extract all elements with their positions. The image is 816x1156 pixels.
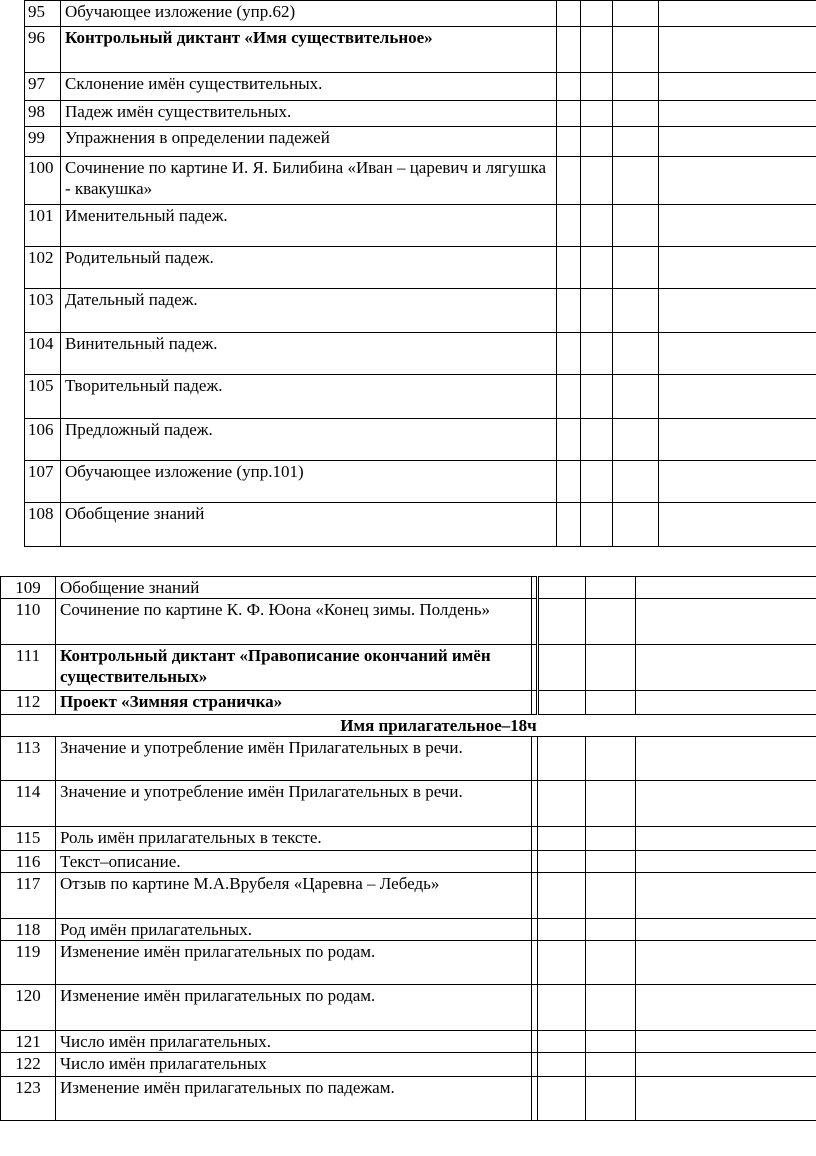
empty-cell bbox=[586, 1077, 636, 1121]
empty-cell bbox=[586, 1031, 636, 1053]
lesson-number: 99 bbox=[25, 127, 61, 157]
empty-cell bbox=[636, 691, 816, 715]
empty-cell bbox=[586, 919, 636, 941]
lesson-number: 118 bbox=[1, 919, 56, 941]
empty-cell bbox=[557, 375, 581, 419]
lesson-topic: Дательный падеж. bbox=[61, 289, 557, 333]
empty-cell bbox=[538, 919, 586, 941]
empty-cell bbox=[659, 205, 816, 247]
table-row bbox=[1, 599, 816, 645]
empty-cell bbox=[557, 73, 581, 101]
table-row bbox=[1, 737, 816, 781]
empty-cell bbox=[557, 247, 581, 289]
lesson-number: 122 bbox=[1, 1053, 56, 1077]
lesson-topic: Изменение имён прилагательных по родам. bbox=[56, 941, 532, 985]
empty-cell bbox=[538, 827, 586, 851]
empty-cell bbox=[659, 27, 816, 73]
empty-cell bbox=[659, 101, 816, 127]
table-row bbox=[1, 1077, 816, 1121]
table-row bbox=[25, 333, 816, 375]
empty-cell bbox=[613, 1, 659, 27]
lesson-number: 97 bbox=[25, 73, 61, 101]
empty-cell bbox=[636, 577, 816, 599]
empty-cell bbox=[557, 27, 581, 73]
empty-cell bbox=[586, 599, 636, 645]
lesson-number: 107 bbox=[25, 461, 61, 503]
lesson-topic: Роль имён прилагательных в тексте. bbox=[56, 827, 532, 851]
empty-cell bbox=[613, 461, 659, 503]
lesson-topic: Упражнения в определении падежей bbox=[61, 127, 557, 157]
lesson-topic: Предложный падеж. bbox=[61, 419, 557, 461]
empty-cell bbox=[636, 645, 816, 691]
empty-cell bbox=[557, 1, 581, 27]
empty-cell bbox=[659, 247, 816, 289]
lesson-topic: Значение и употребление имён Прилагательных в речи. bbox=[56, 737, 532, 781]
empty-cell bbox=[581, 157, 613, 205]
empty-cell bbox=[659, 73, 816, 101]
empty-cell bbox=[613, 101, 659, 127]
section-row bbox=[1, 715, 816, 737]
lesson-topic: Число имён прилагательных. bbox=[56, 1031, 532, 1053]
empty-cell bbox=[659, 1, 816, 27]
empty-cell bbox=[581, 375, 613, 419]
table-row bbox=[1, 1053, 816, 1077]
empty-cell bbox=[581, 1, 613, 27]
empty-cell bbox=[659, 289, 816, 333]
lesson-number: 101 bbox=[25, 205, 61, 247]
empty-cell bbox=[538, 851, 586, 873]
empty-cell bbox=[538, 873, 586, 919]
empty-cell bbox=[613, 127, 659, 157]
empty-cell bbox=[538, 1031, 586, 1053]
empty-cell bbox=[538, 985, 586, 1031]
lesson-topic: Контрольный диктант «Правописание окончаний имён существительных» bbox=[56, 645, 532, 691]
table-row bbox=[1, 577, 816, 599]
empty-cell bbox=[586, 577, 636, 599]
empty-cell bbox=[557, 157, 581, 205]
lesson-number: 111 bbox=[1, 645, 56, 691]
empty-cell bbox=[586, 873, 636, 919]
table-row bbox=[25, 73, 816, 101]
empty-cell bbox=[613, 73, 659, 101]
empty-cell bbox=[613, 289, 659, 333]
lesson-topic: Винительный падеж. bbox=[61, 333, 557, 375]
lesson-table-1 bbox=[24, 0, 816, 547]
lesson-topic: Проект «Зимняя страничка» bbox=[56, 691, 532, 715]
empty-cell bbox=[557, 205, 581, 247]
table-row bbox=[1, 691, 816, 715]
lesson-number: 102 bbox=[25, 247, 61, 289]
empty-cell bbox=[538, 599, 586, 645]
empty-cell bbox=[636, 985, 816, 1031]
table-row bbox=[1, 941, 816, 985]
table-row bbox=[25, 247, 816, 289]
table-row bbox=[25, 27, 816, 73]
section-title: Имя прилагательное–18ч bbox=[1, 715, 816, 737]
empty-cell bbox=[581, 101, 613, 127]
lesson-number: 115 bbox=[1, 827, 56, 851]
empty-cell bbox=[557, 333, 581, 375]
lesson-topic: Обобщение знаний bbox=[61, 503, 557, 547]
empty-cell bbox=[538, 1053, 586, 1077]
empty-cell bbox=[581, 205, 613, 247]
table-row bbox=[25, 289, 816, 333]
lesson-number: 104 bbox=[25, 333, 61, 375]
empty-cell bbox=[636, 1077, 816, 1121]
empty-cell bbox=[636, 781, 816, 827]
empty-cell bbox=[581, 419, 613, 461]
lesson-number: 98 bbox=[25, 101, 61, 127]
lesson-number: 100 bbox=[25, 157, 61, 205]
table-row bbox=[25, 1, 816, 27]
lesson-topic: Значение и употребление имён Прилагательных в речи. bbox=[56, 781, 532, 827]
empty-cell bbox=[659, 127, 816, 157]
empty-cell bbox=[636, 1031, 816, 1053]
empty-cell bbox=[659, 461, 816, 503]
table-row bbox=[25, 101, 816, 127]
lesson-number: 114 bbox=[1, 781, 56, 827]
lesson-number: 96 bbox=[25, 27, 61, 73]
empty-cell bbox=[557, 419, 581, 461]
empty-cell bbox=[557, 289, 581, 333]
table-row bbox=[25, 205, 816, 247]
lesson-number: 95 bbox=[25, 1, 61, 27]
empty-cell bbox=[586, 1053, 636, 1077]
table-row bbox=[1, 873, 816, 919]
empty-cell bbox=[613, 333, 659, 375]
table-row bbox=[1, 827, 816, 851]
table-row bbox=[1, 851, 816, 873]
lesson-number: 109 bbox=[1, 577, 56, 599]
empty-cell bbox=[581, 247, 613, 289]
empty-cell bbox=[586, 851, 636, 873]
lesson-topic: Склонение имён существительных. bbox=[61, 73, 557, 101]
lesson-number: 119 bbox=[1, 941, 56, 985]
empty-cell bbox=[613, 27, 659, 73]
empty-cell bbox=[586, 737, 636, 781]
lesson-topic: Обобщение знаний bbox=[56, 577, 532, 599]
table-row bbox=[1, 645, 816, 691]
empty-cell bbox=[613, 375, 659, 419]
lesson-number: 108 bbox=[25, 503, 61, 547]
empty-cell bbox=[581, 461, 613, 503]
empty-cell bbox=[586, 781, 636, 827]
empty-cell bbox=[586, 941, 636, 985]
lesson-topic: Обучающее изложение (упр.101) bbox=[61, 461, 557, 503]
empty-cell bbox=[581, 73, 613, 101]
empty-cell bbox=[659, 333, 816, 375]
empty-cell bbox=[659, 375, 816, 419]
lesson-number: 103 bbox=[25, 289, 61, 333]
lesson-number: 110 bbox=[1, 599, 56, 645]
lesson-topic: Изменение имён прилагательных по падежам. bbox=[56, 1077, 532, 1121]
lesson-number: 116 bbox=[1, 851, 56, 873]
empty-cell bbox=[538, 1077, 586, 1121]
table-row bbox=[25, 419, 816, 461]
empty-cell bbox=[581, 27, 613, 73]
empty-cell bbox=[581, 127, 613, 157]
table-row bbox=[25, 503, 816, 547]
empty-cell bbox=[538, 781, 586, 827]
table-row bbox=[25, 375, 816, 419]
table-row bbox=[1, 919, 816, 941]
lesson-topic: Родительный падеж. bbox=[61, 247, 557, 289]
empty-cell bbox=[636, 599, 816, 645]
lesson-topic: Отзыв по картине М.А.Врубеля «Царевна – Лебедь» bbox=[56, 873, 532, 919]
empty-cell bbox=[586, 827, 636, 851]
empty-cell bbox=[557, 127, 581, 157]
empty-cell bbox=[659, 419, 816, 461]
empty-cell bbox=[659, 503, 816, 547]
lesson-topic: Число имён прилагательных bbox=[56, 1053, 532, 1077]
empty-cell bbox=[613, 419, 659, 461]
lesson-number: 113 bbox=[1, 737, 56, 781]
lesson-topic: Обучающее изложение (упр.62) bbox=[61, 1, 557, 27]
lesson-topic: Контрольный диктант «Имя существительное» bbox=[61, 27, 557, 73]
lesson-number: 105 bbox=[25, 375, 61, 419]
empty-cell bbox=[613, 247, 659, 289]
empty-cell bbox=[613, 205, 659, 247]
table-row bbox=[25, 461, 816, 503]
empty-cell bbox=[586, 691, 636, 715]
empty-cell bbox=[538, 737, 586, 781]
empty-cell bbox=[636, 827, 816, 851]
table-row bbox=[25, 157, 816, 205]
table-row bbox=[1, 781, 816, 827]
empty-cell bbox=[581, 503, 613, 547]
lesson-topic: Сочинение по картине И. Я. Билибина «Иван – царевич и лягушка - квакушка» bbox=[61, 157, 557, 205]
table-row bbox=[25, 127, 816, 157]
empty-cell bbox=[538, 577, 586, 599]
table-row bbox=[1, 985, 816, 1031]
empty-cell bbox=[538, 941, 586, 985]
lesson-topic: Творительный падеж. bbox=[61, 375, 557, 419]
empty-cell bbox=[557, 101, 581, 127]
lesson-topic: Род имён прилагательных. bbox=[56, 919, 532, 941]
lesson-number: 120 bbox=[1, 985, 56, 1031]
empty-cell bbox=[613, 503, 659, 547]
lesson-table-2 bbox=[0, 576, 816, 1121]
lesson-topic: Изменение имён прилагательных по родам. bbox=[56, 985, 532, 1031]
lesson-number: 112 bbox=[1, 691, 56, 715]
empty-cell bbox=[557, 461, 581, 503]
lesson-topic: Именительный падеж. bbox=[61, 205, 557, 247]
table-row bbox=[1, 1031, 816, 1053]
empty-cell bbox=[636, 941, 816, 985]
lesson-number: 117 bbox=[1, 873, 56, 919]
empty-cell bbox=[636, 873, 816, 919]
empty-cell bbox=[636, 1053, 816, 1077]
empty-cell bbox=[557, 503, 581, 547]
lesson-topic: Падеж имён существительных. bbox=[61, 101, 557, 127]
lesson-number: 121 bbox=[1, 1031, 56, 1053]
empty-cell bbox=[636, 737, 816, 781]
empty-cell bbox=[586, 985, 636, 1031]
empty-cell bbox=[586, 645, 636, 691]
empty-cell bbox=[636, 919, 816, 941]
empty-cell bbox=[613, 157, 659, 205]
empty-cell bbox=[538, 691, 586, 715]
empty-cell bbox=[581, 289, 613, 333]
empty-cell bbox=[636, 851, 816, 873]
lesson-number: 106 bbox=[25, 419, 61, 461]
empty-cell bbox=[581, 333, 613, 375]
lesson-topic: Текст–описание. bbox=[56, 851, 532, 873]
lesson-topic: Сочинение по картине К. Ф. Юона «Конец зимы. Полдень» bbox=[56, 599, 532, 645]
empty-cell bbox=[538, 645, 586, 691]
empty-cell bbox=[659, 157, 816, 205]
lesson-number: 123 bbox=[1, 1077, 56, 1121]
